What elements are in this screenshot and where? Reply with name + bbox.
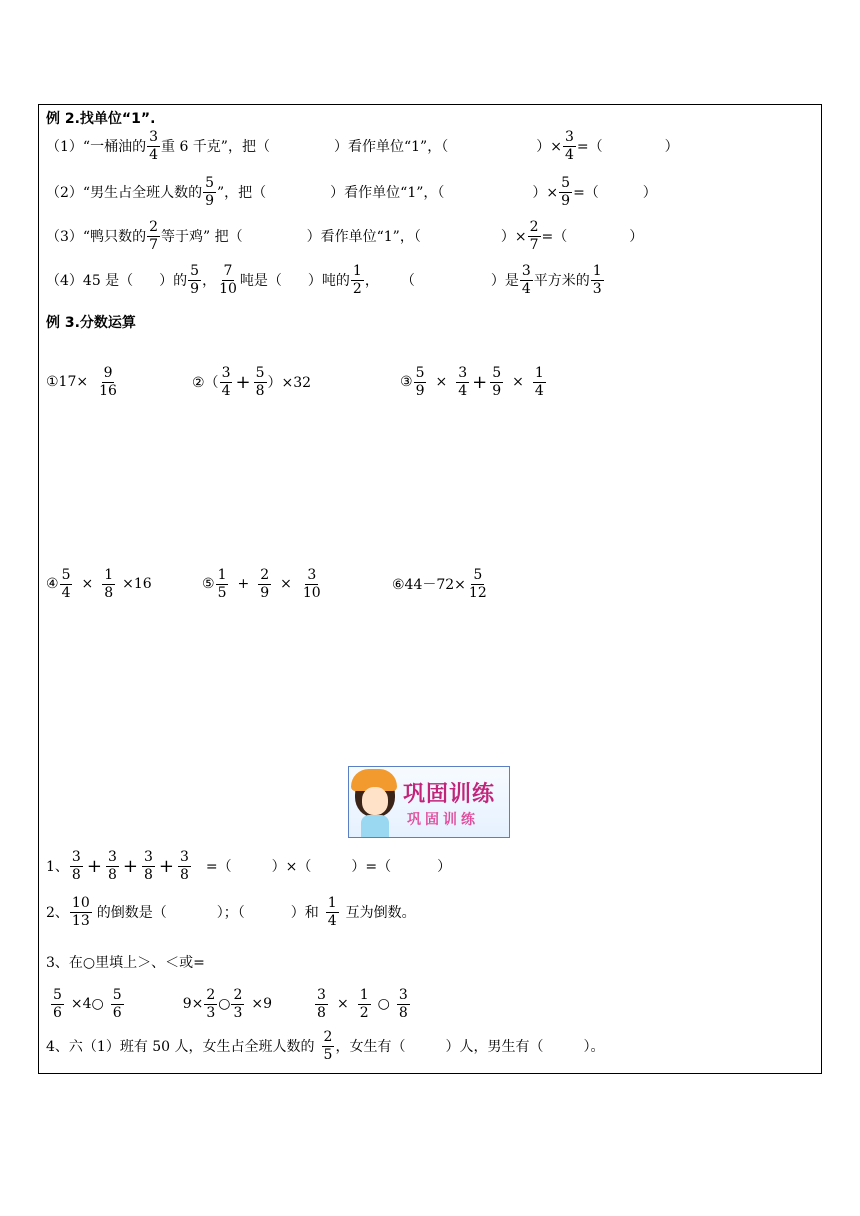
example-2-title: 例 2.找单位“1”. [46, 111, 156, 127]
ex2-question-2: （2）“男生占全班人数的 $\frac{5}{9}$ ”，把（ ）看作单位“1”，（ ）× $\frac{5}{9}$ =（ ） [46, 175, 657, 209]
problem-5: ⑤ $\frac{1}{5}$ + $\frac{2}{9}$ × $\frac{3}{10}$ [202, 567, 321, 601]
practice-question-1: 1、 $\frac{3}{8}$ + $\frac{3}{8}$ + $\frac{3}{8}$ + $\frac{3}{8}$ =（ ）×（ ）=（ ） [46, 849, 452, 883]
problem-4: ④ $\frac{5}{4}$ × $\frac{1}{8}$ ×16 [46, 567, 152, 601]
fraction: $\frac{3}{8}$ [179, 849, 189, 883]
fraction: $\frac{2}{7}$ [149, 219, 158, 253]
fraction: $\frac{1}{2}$ [352, 263, 362, 297]
fraction: $\frac{2}{9}$ [260, 567, 270, 601]
problem-2: ②（ $\frac{3}{4}$ + $\frac{5}{8}$ ）×32 [192, 365, 312, 399]
fraction: $\frac{3}{8}$ [71, 849, 81, 883]
fraction: $\frac{3}{4}$ [564, 129, 574, 163]
fraction: $\frac{3}{8}$ [143, 849, 153, 883]
fraction: $\frac{7}{10}$ [219, 263, 237, 297]
fraction: $\frac{5}{4}$ [61, 567, 71, 601]
fraction: $\frac{5}{9}$ [415, 365, 425, 399]
fraction: $\frac{2}{5}$ [323, 1029, 333, 1063]
ex2-question-4: （4）45 是（ ）的 $\frac{5}{9}$ ， $\frac{7}{10}$ 吨是（ ）吨的 $\frac{1}{2}$ ， （ ）是 $\frac{3}{4}$ 平方米的 $\frac{1}{3}$ [46, 263, 602, 297]
example-3-title: 例 3.分数运算 [46, 315, 136, 331]
ex2-question-1: （1）“一桶油的 $\frac{3}{4}$ 重 6 千克”，把（ ）看作单位“1”，（ ）× $\frac{3}{4}$ =（ ） [46, 129, 679, 163]
fraction: $\frac{5}{9}$ [561, 175, 571, 209]
fraction: $\frac{1}{4}$ [534, 365, 544, 399]
problem-6: ⑥44－72× $\frac{5}{12}$ [392, 567, 487, 601]
fraction: $\frac{2}{7}$ [529, 219, 539, 253]
fraction: $\frac{3}{4}$ [221, 365, 231, 399]
fraction: $\frac{3}{10}$ [302, 567, 321, 601]
fraction: $\frac{3}{4}$ [521, 263, 531, 297]
fraction: $\frac{9}{16}$ [99, 365, 117, 399]
fraction: $\frac{10}{13}$ [71, 895, 90, 929]
problem-3: ③ $\frac{5}{9}$ × $\frac{3}{4}$ + $\frac{5}{9}$ × $\frac{1}{4}$ [400, 365, 544, 399]
fraction: $\frac{3}{8}$ [317, 987, 326, 1021]
fraction: $\frac{1}{2}$ [359, 987, 369, 1021]
practice-question-3: 3、在○里填上＞、＜或= [46, 955, 205, 971]
fraction: $\frac{5}{9}$ [190, 263, 200, 297]
fraction: $\frac{3}{4}$ [149, 129, 158, 163]
fraction: $\frac{5}{9}$ [205, 175, 214, 209]
fraction: $\frac{5}{9}$ [492, 365, 502, 399]
girl-body-icon [361, 815, 389, 837]
fraction: $\frac{1}{3}$ [592, 263, 602, 297]
fraction: $\frac{5}{6}$ [112, 987, 122, 1021]
problem-1: ①17× $\frac{9}{16}$ [46, 365, 117, 399]
practice-question-4: 4、六（1）班有 50 人，女生占全班人数的 $\frac{2}{5}$ ，女生有（ ）人，男生有（ ）。 [46, 1029, 605, 1063]
fraction: $\frac{1}{5}$ [217, 567, 227, 601]
fraction: $\frac{2}{3}$ [233, 987, 243, 1021]
badge-title: 巩固训练 [403, 782, 496, 807]
fraction: $\frac{3}{8}$ [398, 987, 408, 1021]
ex2-question-3: （3）“鸭只数的 $\frac{2}{7}$ 等于鸡” 把（ ）看作单位“1”，（ ）× $\frac{2}{7}$ =（ ） [46, 219, 644, 253]
practice-badge-image [348, 766, 510, 838]
fraction: $\frac{1}{8}$ [104, 567, 114, 601]
girl-face-icon [362, 787, 388, 815]
fraction: $\frac{2}{3}$ [206, 987, 216, 1021]
fraction: $\frac{3}{8}$ [107, 849, 117, 883]
practice-question-2: 2、 $\frac{10}{13}$ 的倒数是（ ）；（ ）和 $\frac{1}{4}$ 互为倒数。 [46, 895, 416, 929]
fraction: $\frac{1}{4}$ [327, 895, 337, 929]
fraction: $\frac{5}{6}$ [53, 987, 62, 1021]
practice-question-3-items: $\frac{5}{6}$ ×4○ $\frac{5}{6}$ 9× $\frac{2}{3}$ ○ $\frac{2}{3}$ ×9 $\frac{3}{8}$ × $\frac{1}{2}$ ○ $\frac{3}{8}$ [53, 987, 408, 1021]
fraction: $\frac{5}{12}$ [468, 567, 487, 601]
fraction: $\frac{3}{4}$ [458, 365, 468, 399]
badge-subtitle: 巩固训练 [407, 812, 479, 828]
fraction: $\frac{5}{8}$ [255, 365, 265, 399]
